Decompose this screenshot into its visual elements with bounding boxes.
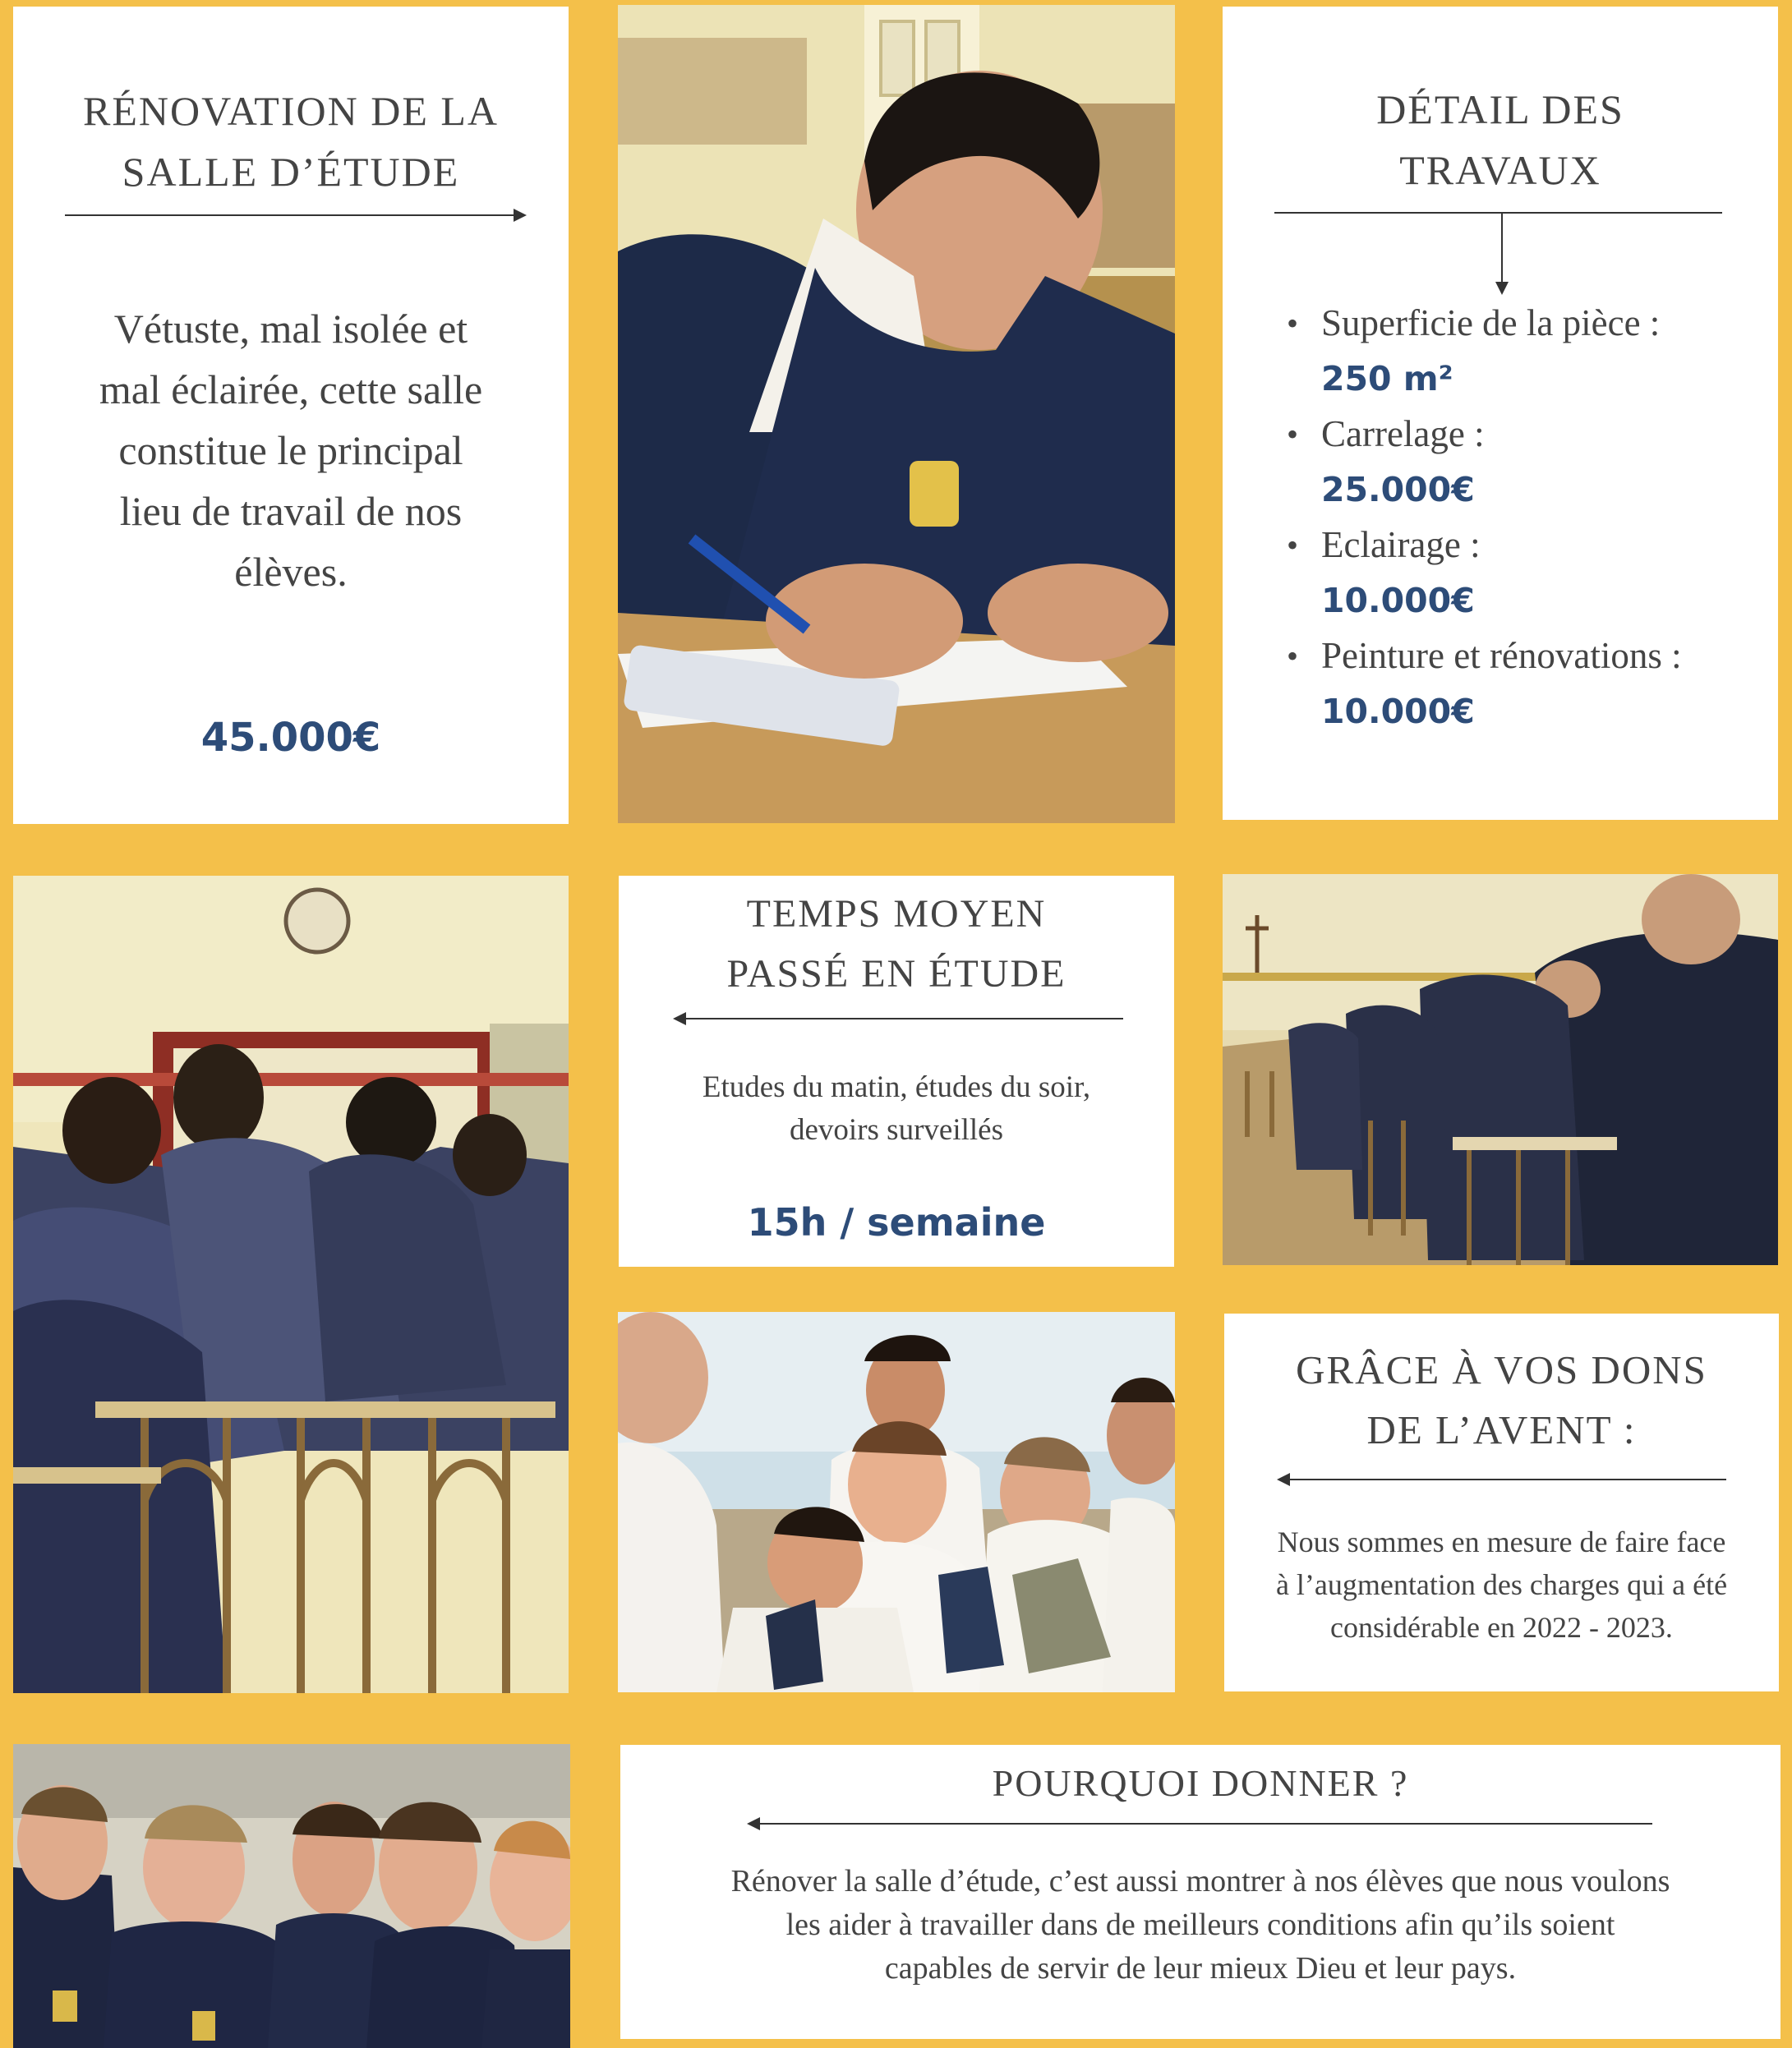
why-text-line2: les aider à travailler dans de meilleurs conditions afin qu’ils soient — [785, 1908, 1615, 1942]
details-down-arrow — [1501, 213, 1503, 292]
why-panel — [620, 1745, 1780, 2039]
renovation-text-line2: mal éclairée, cette salle — [99, 366, 483, 412]
bullet-icon: • — [1287, 305, 1299, 342]
donations-text-line2: à l’augmentation des charges qui a été — [1275, 1568, 1728, 1601]
why-text-line3: capables de servir de leur mieux Dieu et leur pays. — [884, 1951, 1517, 1986]
time-panel — [619, 876, 1174, 1267]
time-arrow — [675, 1018, 1123, 1019]
details-item-value: 25.000€ — [1321, 470, 1475, 509]
renovation-text-line1: Vétuste, mal isolée et — [113, 306, 468, 352]
boys-uniform-photo — [13, 1744, 570, 2048]
time-text — [619, 1066, 1174, 1152]
students-outdoors-photo — [618, 1312, 1175, 1692]
time-title-line2: PASSÉ EN ÉTUDE — [726, 952, 1066, 996]
donations-text-line3: considérable en 2022 - 2023. — [1330, 1611, 1673, 1644]
details-item — [1287, 407, 1771, 518]
renovation-panel — [13, 7, 569, 824]
donations-panel — [1224, 1314, 1779, 1691]
time-amount: 15h / semaine — [747, 1200, 1046, 1245]
details-item — [1287, 296, 1771, 407]
renovation-title — [13, 81, 569, 202]
details-title-line1: DÉTAIL DES — [1376, 86, 1624, 132]
study-hall-rows-photo — [13, 876, 569, 1693]
study-hall-wide-photo — [1223, 874, 1778, 1265]
renovation-arrow — [65, 214, 525, 216]
details-item-label: Peinture et rénovations : — [1321, 635, 1682, 676]
details-item — [1287, 628, 1771, 739]
details-item — [1287, 518, 1771, 628]
donations-text — [1224, 1521, 1779, 1649]
details-title — [1223, 79, 1778, 200]
details-item-label: Eclairage : — [1321, 524, 1481, 565]
details-item-value: 250 m² — [1321, 359, 1453, 398]
bullet-icon: • — [1287, 416, 1299, 453]
time-title-line1: TEMPS MOYEN — [746, 892, 1047, 936]
details-rule — [1274, 212, 1722, 214]
details-panel — [1223, 7, 1778, 820]
details-item-value: 10.000€ — [1321, 692, 1475, 731]
donations-arrow — [1278, 1479, 1726, 1480]
details-item-label: Superficie de la pièce : — [1321, 302, 1661, 343]
details-list — [1287, 296, 1771, 739]
why-text — [620, 1860, 1780, 1990]
renovation-text-line4: lieu de travail de nos — [119, 488, 463, 534]
renovation-title-line2: SALLE D’ÉTUDE — [122, 149, 460, 195]
time-text-line1: Etudes du matin, études du soir, — [702, 1070, 1091, 1104]
renovation-title-line1: RÉNOVATION DE LA — [82, 88, 500, 134]
why-text-line1: Rénover la salle d’étude, c’est aussi montrer à nos élèves que nous voulons — [730, 1864, 1670, 1898]
donations-title — [1224, 1340, 1779, 1460]
donations-title-line1: GRÂCE À VOS DONS — [1296, 1347, 1707, 1392]
renovation-text — [13, 298, 569, 602]
details-item-label: Carrelage : — [1321, 413, 1485, 454]
why-title: POURQUOI DONNER ? — [992, 1762, 1409, 1804]
details-item-value: 10.000€ — [1321, 581, 1475, 620]
bullet-icon: • — [1287, 637, 1299, 674]
details-title-line2: TRAVAUX — [1399, 147, 1601, 193]
bullet-icon: • — [1287, 527, 1299, 564]
donations-title-line2: DE L’AVENT : — [1366, 1407, 1637, 1452]
why-arrow — [749, 1823, 1652, 1825]
time-title — [619, 884, 1174, 1004]
renovation-text-line5: élèves. — [234, 549, 348, 595]
renovation-text-line3: constitue le principal — [118, 427, 463, 473]
renovation-amount: 45.000€ — [200, 715, 381, 761]
donations-text-line1: Nous sommes en mesure de faire face — [1277, 1526, 1726, 1558]
student-writing-photo — [618, 5, 1175, 823]
time-text-line2: devoirs surveillés — [790, 1113, 1003, 1147]
